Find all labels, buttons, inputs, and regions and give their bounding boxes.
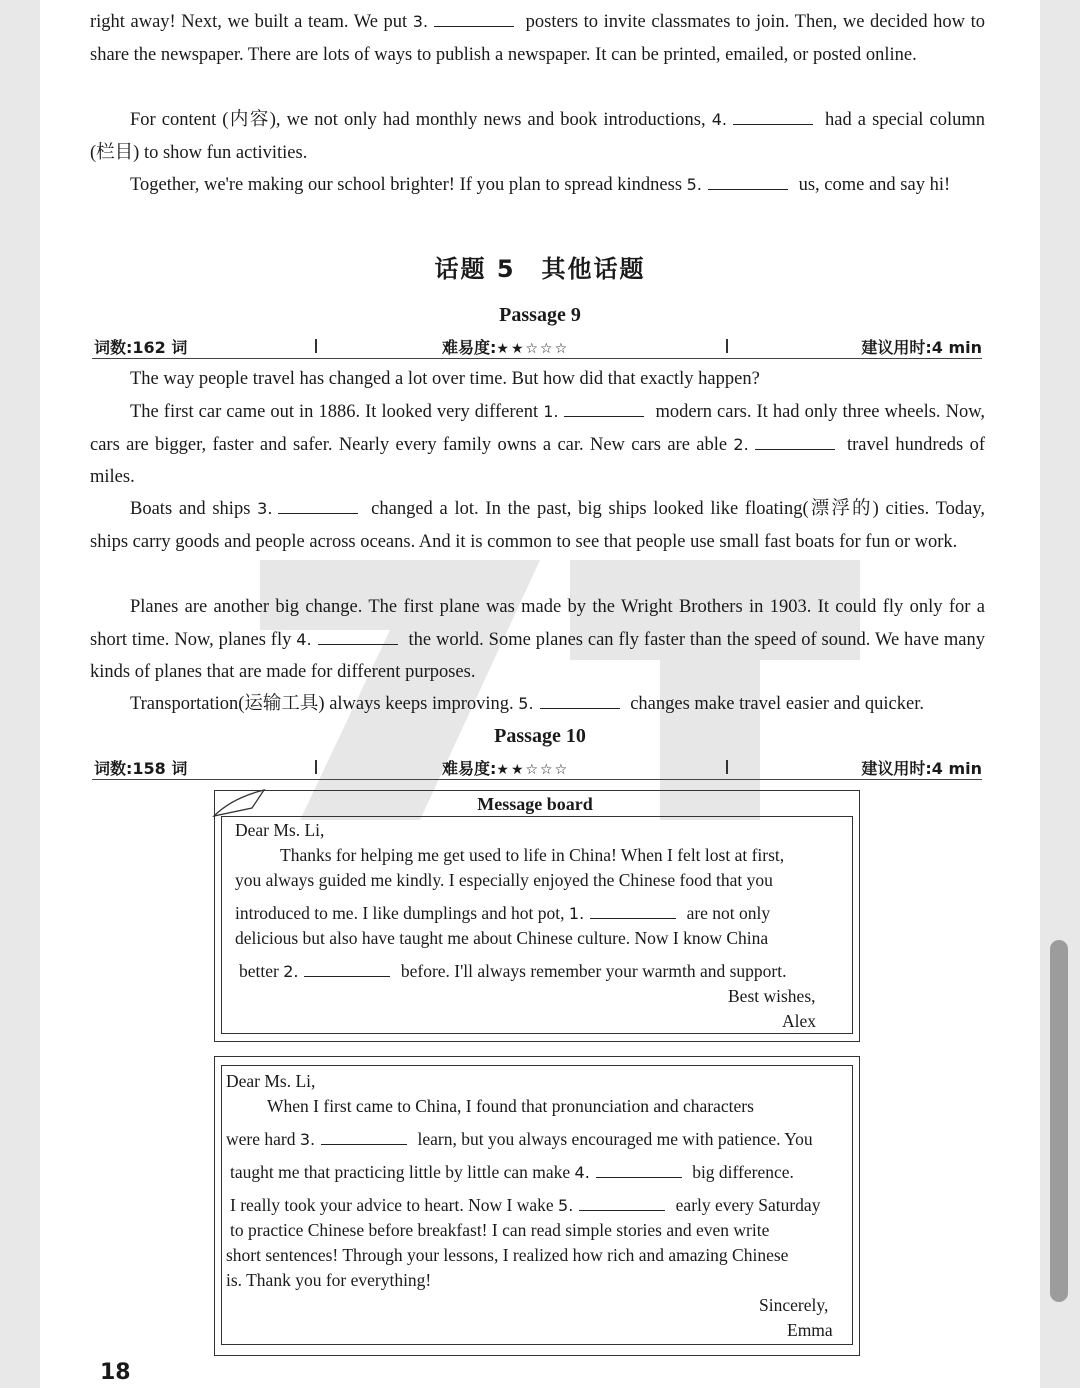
passage-9-title: Passage 9: [499, 304, 581, 326]
blank-number: 3.: [412, 12, 429, 31]
word-count: 词数:162 词: [94, 338, 188, 357]
passage-9-paragraph-3: Boats and ships 3. changed a lot. In the past, big ships looked like floating(漂浮的) cities. Today, ships carry goods and people across oceans. And it is common to see that people use small fast boats for fun or work.: [90, 493, 985, 558]
letter-2-line: to practice Chinese before breakfast! I can read simple stories and even write: [230, 1220, 770, 1240]
letter-2-line: were hard 3. learn, but you always encouraged me with patience. You: [226, 1129, 813, 1149]
blank-number: 1.: [568, 904, 585, 923]
letter-1-line: you always guided me kindly. I especially enjoyed the Chinese food that you: [235, 870, 773, 890]
answer-blank[interactable]: [321, 1127, 407, 1145]
blank-number: 3.: [299, 1130, 316, 1149]
letter-1-signature: Alex: [782, 1011, 817, 1031]
document-page: [40, 0, 1040, 1388]
difficulty-label: 难易度:: [442, 759, 497, 778]
passage-10-title: Passage 10: [494, 725, 586, 747]
blank-number: 2.: [283, 962, 299, 981]
answer-blank[interactable]: [434, 9, 514, 27]
suggested-time: 建议用时:4 min: [861, 759, 982, 778]
letter-2-line: I really took your advice to heart. Now I wake 5. early every Saturday: [230, 1195, 821, 1215]
passage-9-paragraph-1: The way people travel has changed a lot over time. But how did that exactly happen?: [130, 369, 760, 389]
passage-9-paragraph-2: The first car came out in 1886. It looked very different 1. modern cars. It had only three wheels. Now, cars are bigger, faster and safer. Nearly every family owns a car. New cars are able 2. travel hundreds of miles.: [90, 396, 985, 494]
answer-blank[interactable]: [596, 1160, 682, 1178]
letter-2-line: short sentences! Through your lessons, I realized how rich and amazing Chinese: [226, 1245, 789, 1265]
blank-number: 2.: [733, 434, 749, 454]
letter-1-line: better 2. before. I'll always remember your warmth and support.: [239, 961, 787, 981]
letter-1-closing: Best wishes,: [728, 986, 816, 1006]
answer-blank[interactable]: [755, 432, 835, 450]
letter-2-closing: Sincerely,: [759, 1295, 829, 1315]
answer-blank[interactable]: [564, 399, 644, 417]
blank-number: 4.: [574, 1163, 590, 1182]
answer-blank[interactable]: [540, 691, 620, 709]
letter-1-greeting: Dear Ms. Li,: [235, 820, 325, 840]
letter-2-line: taught me that practicing little by little can make 4. big difference.: [230, 1162, 794, 1182]
word-count: 词数:158 词: [94, 759, 188, 778]
scrollbar-thumb[interactable]: [1050, 940, 1068, 1302]
prev-passage-paragraph-3: Together, we're making our school brighter! If you plan to spread kindness 5. us, come and say hi!: [90, 169, 985, 202]
passage-9-meta: [92, 334, 982, 359]
prev-passage-paragraph-2: For content (内容), we not only had monthly news and book introductions, 4. had a special column (栏目) to show fun activities.: [90, 104, 985, 169]
prev-passage-paragraph-1: right away! Next, we built a team. We put 3. posters to invite classmates to join. Then, we decided how to share the newspaper. There are lots of ways to publish a newspaper. It can be printed, emailed, or posted online.: [90, 6, 985, 71]
answer-blank[interactable]: [318, 627, 398, 645]
letter-2-line: When I first came to China, I found that pronunciation and characters: [267, 1096, 754, 1116]
message-board-title: Message board: [477, 794, 593, 814]
blank-number: 4.: [296, 629, 312, 649]
letter-1-line: delicious but also have taught me about Chinese culture. Now I know China: [235, 928, 769, 948]
passage-10-meta: [92, 755, 982, 780]
difficulty-label: 难易度:: [442, 338, 497, 357]
answer-blank[interactable]: [733, 107, 813, 125]
blank-number: 5.: [558, 1196, 574, 1215]
answer-blank[interactable]: [708, 172, 788, 190]
letter-2-signature: Emma: [787, 1320, 833, 1340]
letter-2-line: is. Thank you for everything!: [226, 1270, 432, 1290]
page-number: 18: [100, 1360, 131, 1385]
letter-1-line: introduced to me. I like dumplings and hot pot, 1. are not only: [235, 903, 771, 923]
difficulty-stars: ★★☆☆☆: [496, 341, 570, 357]
letter-2-greeting: Dear Ms. Li,: [226, 1071, 316, 1091]
blank-number: 5.: [518, 694, 534, 713]
passage-9-paragraph-4: Planes are another big change. The first plane was made by the Wright Brothers in 1903. It could fly only for a short time. Now, planes fly 4. the world. Some planes can fly faster than the speed of sound. We have many kinds of planes that are made for different purposes.: [90, 597, 985, 683]
answer-blank[interactable]: [579, 1193, 665, 1211]
answer-blank[interactable]: [278, 496, 358, 514]
topic-heading: 话题 5 其他话题: [434, 255, 646, 283]
blank-number: 4.: [711, 110, 727, 129]
letter-1-line: Thanks for helping me get used to life in China! When I felt lost at first,: [280, 845, 785, 865]
blank-number: 3.: [257, 499, 273, 518]
passage-9-paragraph-5: Transportation(运输工具) always keeps improving. 5. changes make travel easier and quicker.: [90, 688, 985, 721]
suggested-time: 建议用时:4 min: [861, 338, 982, 357]
answer-blank[interactable]: [590, 901, 676, 919]
answer-blank[interactable]: [304, 959, 390, 977]
blank-number: 5.: [686, 175, 702, 194]
difficulty-stars: ★★☆☆☆: [496, 762, 570, 778]
blank-number: 1.: [543, 402, 559, 421]
